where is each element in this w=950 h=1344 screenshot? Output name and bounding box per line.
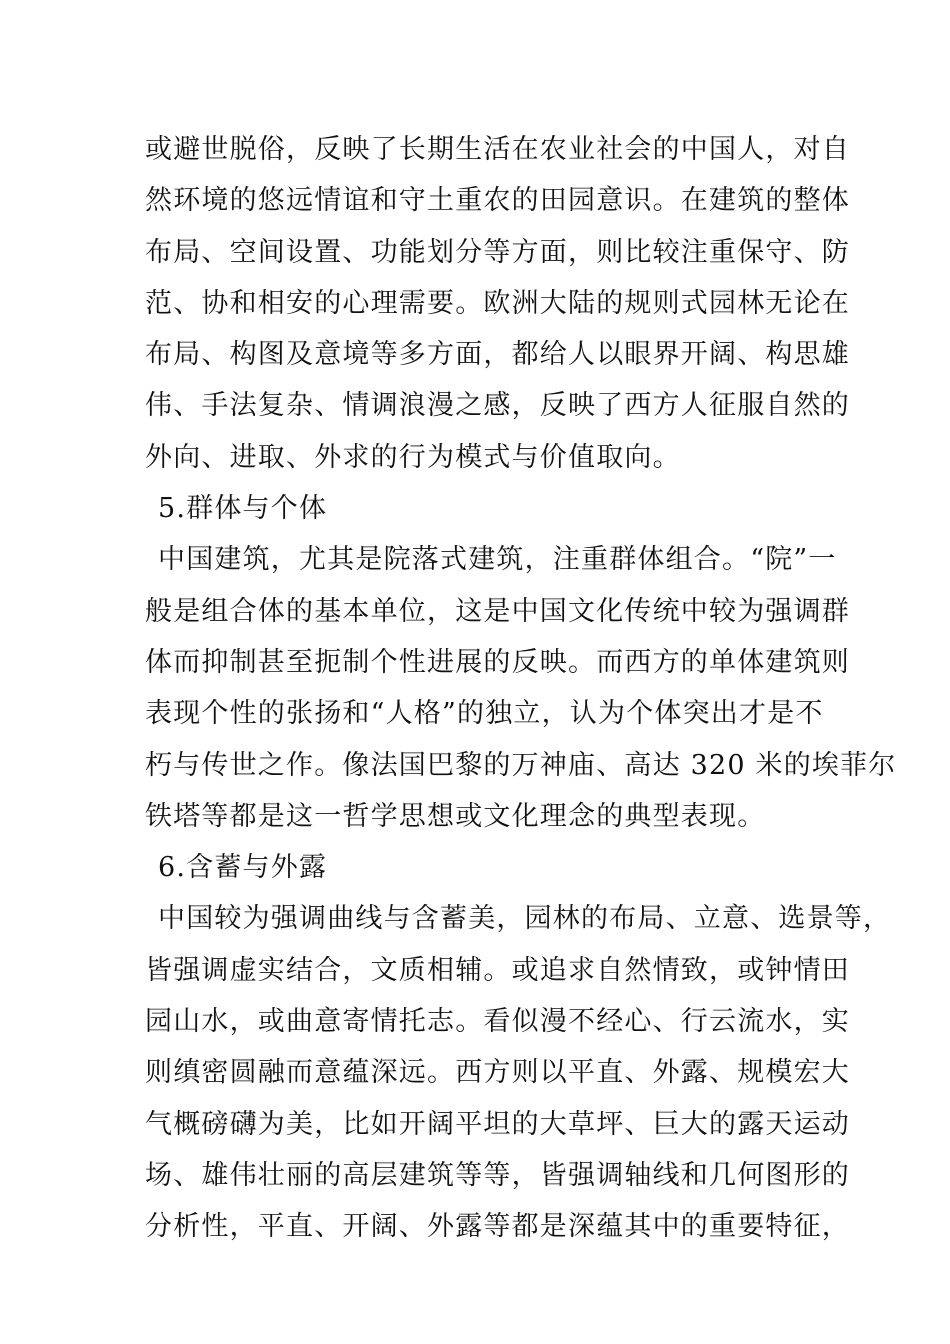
- text-line: 布局、空间设置、功能划分等方面，则比较注重保守、防: [145, 236, 850, 268]
- text-line: 范、协和相安的心理需要。欧洲大陆的规则式园林无论在: [145, 287, 850, 319]
- text-line: 园山水，或曲意寄情托志。看似漫不经心、行云流水，实: [145, 1006, 850, 1038]
- text-line: 表现个性的张扬和“人格”的独立，认为个体突出才是不: [145, 698, 824, 730]
- text-line: 场、雄伟壮丽的高层建筑等等，皆强调轴线和几何图形的: [145, 1159, 850, 1191]
- text-line: 气概磅礴为美，比如开阔平坦的大草坪、巨大的露天运动: [145, 1108, 850, 1140]
- text-line: 外向、进取、外求的行为模式与价值取向。: [145, 441, 681, 473]
- text-line: 分析性，平直、开阔、外露等都是深蕴其中的重要特征，: [145, 1211, 850, 1243]
- text-line: 伟、手法复杂、情调浪漫之感，反映了西方人征服自然的: [145, 390, 850, 422]
- paragraph-start-line: 中国建筑，尤其是院落式建筑，注重群体组合。“院”一: [158, 544, 837, 576]
- text-line: 然环境的悠远情谊和守土重农的田园意识。在建筑的整体: [145, 185, 850, 217]
- text-line: 般是组合体的基本单位，这是中国文化传统中较为强调群: [145, 595, 850, 627]
- text-line: 皆强调虚实结合，文质相辅。或追求自然情致，或钟情田: [145, 954, 850, 986]
- text-line: 则缜密圆融而意蕴深远。西方则以平直、外露、规模宏大: [145, 1057, 850, 1089]
- text-line: 朽与传世之作。像法国巴黎的万神庙、高达 320 米的埃菲尔: [145, 749, 897, 781]
- paragraph-start-line: 中国较为强调曲线与含蓄美，园林的布局、立意、选景等，: [158, 903, 892, 935]
- section-heading: 5.群体与个体: [158, 493, 328, 525]
- section-heading: 6.含蓄与外露: [158, 852, 328, 884]
- text-line: 布局、构图及意境等多方面，都给人以眼界开阔、构思雄: [145, 339, 850, 371]
- text-line: 铁塔等都是这一哲学思想或文化理念的典型表现。: [145, 800, 766, 832]
- body-text: [145, 124, 897, 1253]
- text-line: 体而抑制甚至扼制个性进展的反映。而西方的单体建筑则: [145, 646, 850, 678]
- text-line: 或避世脱俗，反映了长期生活在农业社会的中国人，对自: [145, 134, 850, 165]
